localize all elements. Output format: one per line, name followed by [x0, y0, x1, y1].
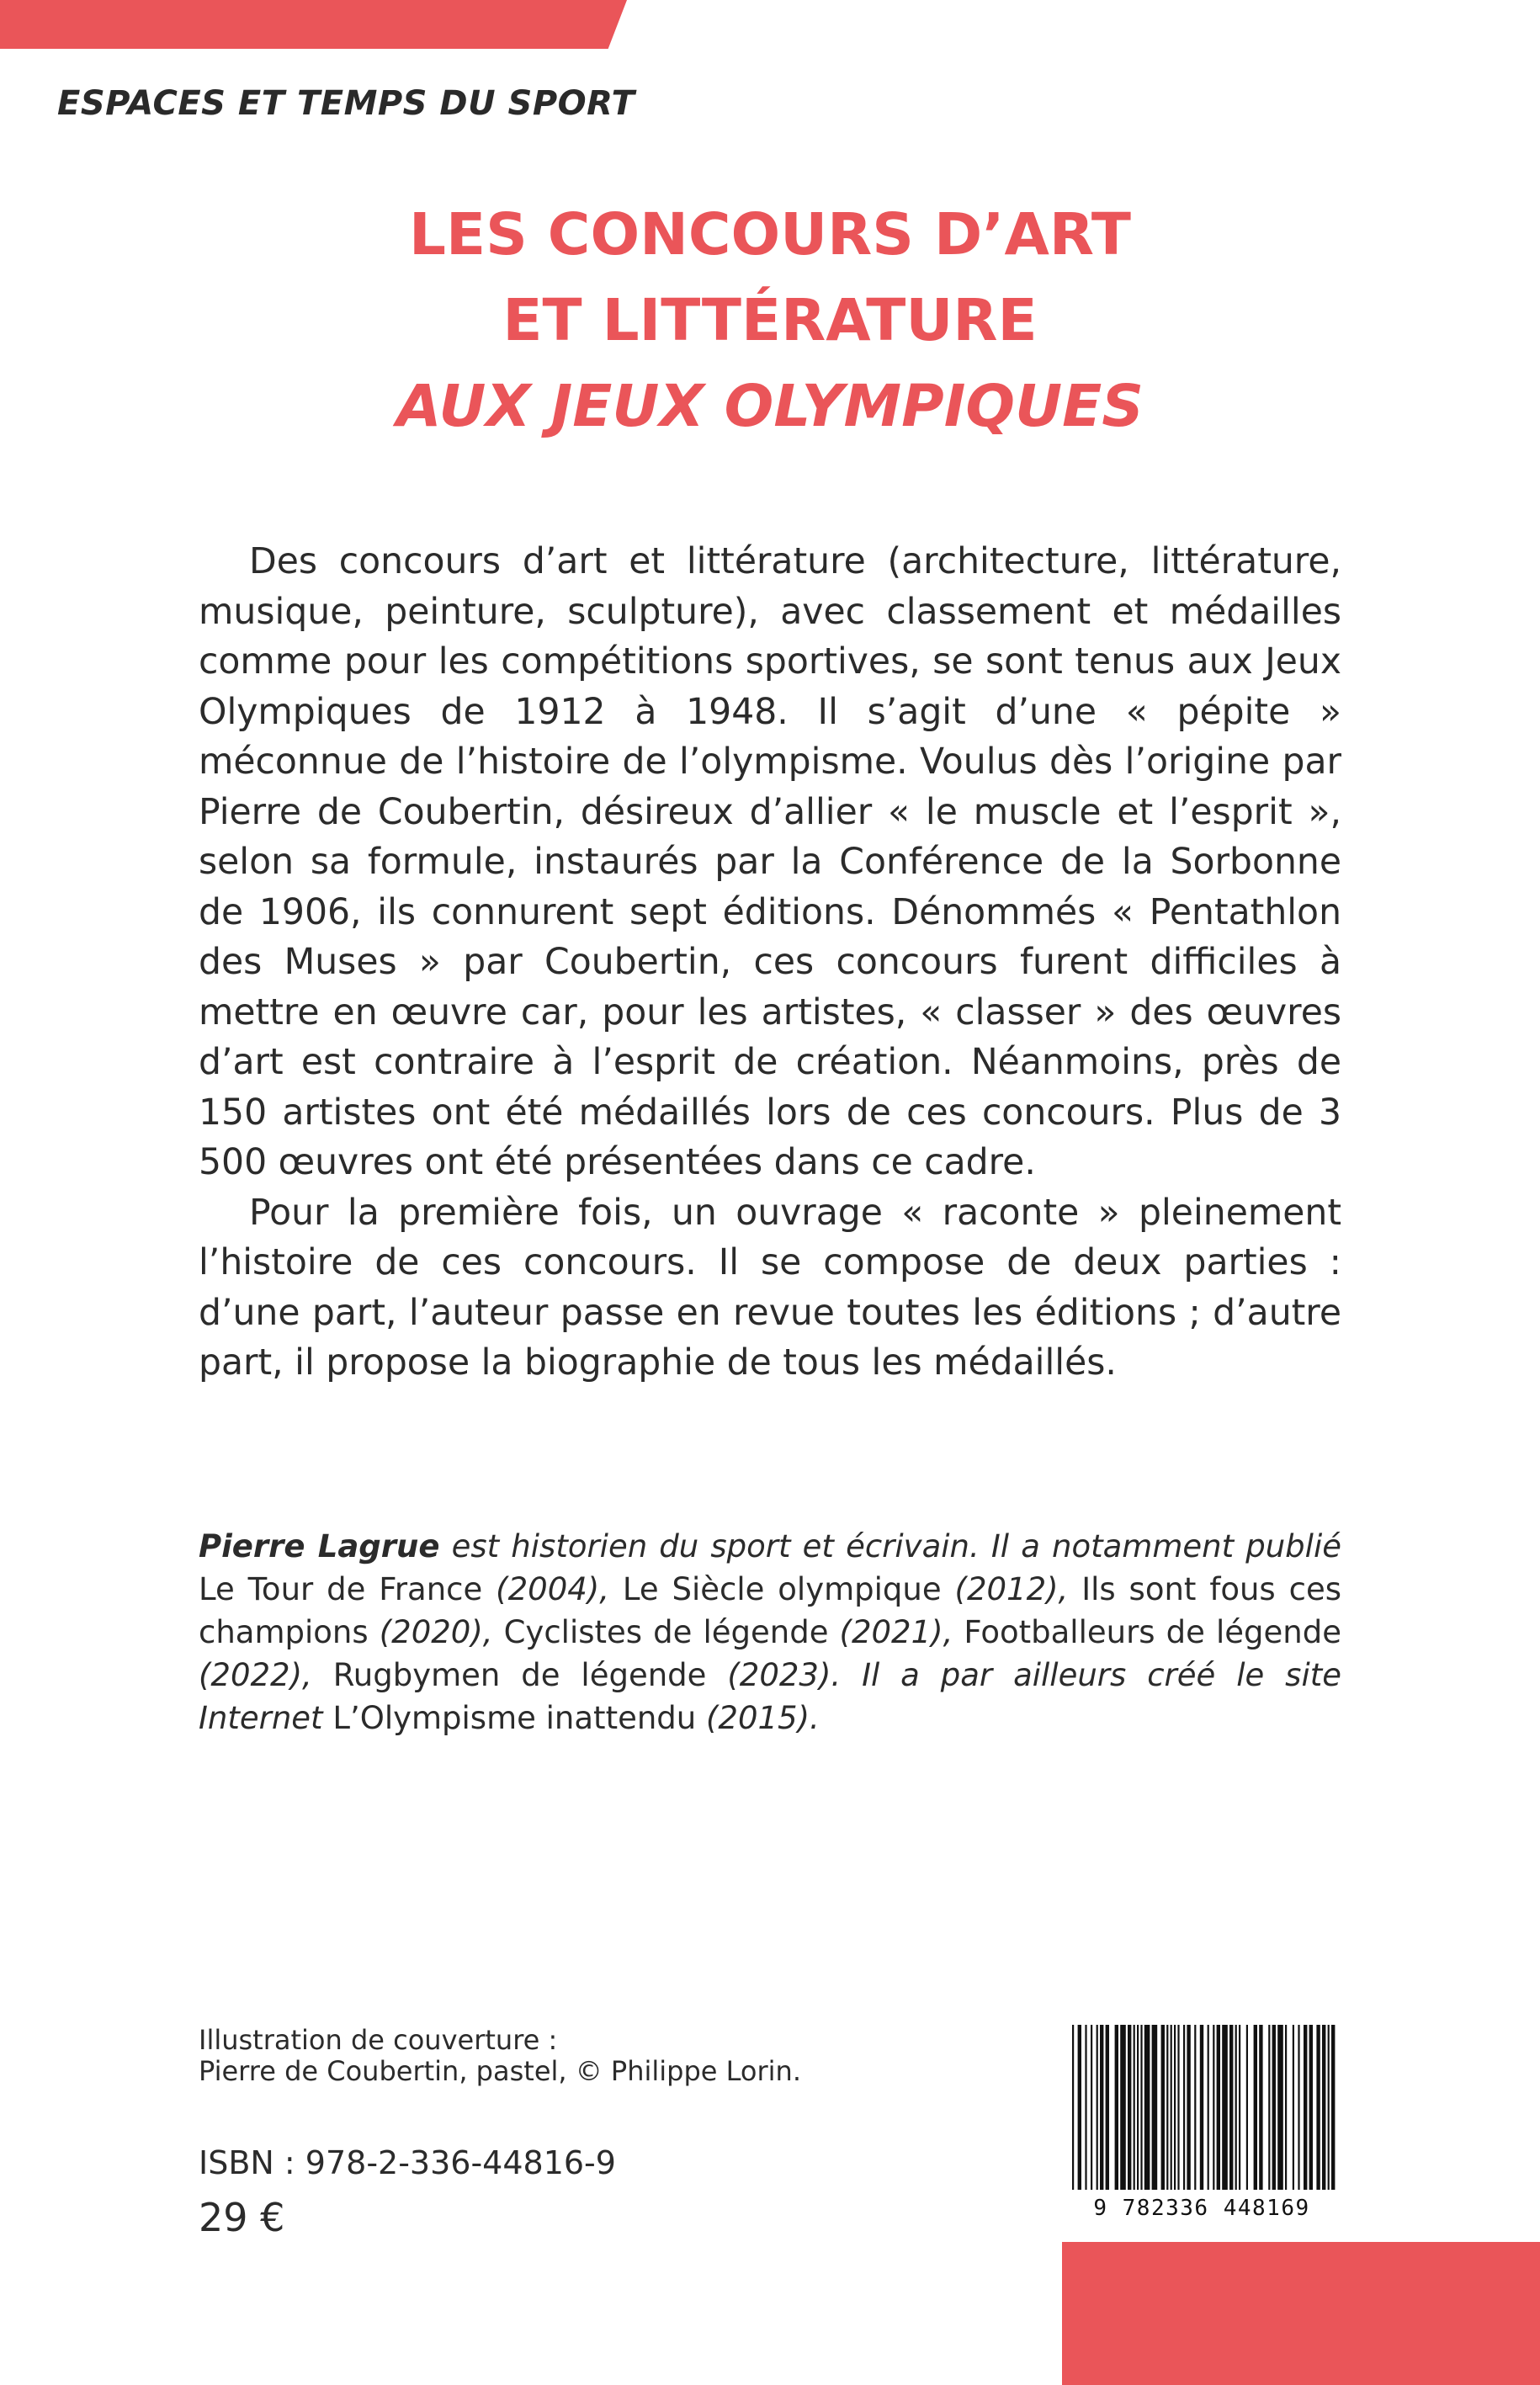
barcode-bar: [1298, 2025, 1299, 2190]
book-title-5: Footballeurs de légende: [964, 1614, 1341, 1650]
barcode-bar: [1134, 2025, 1135, 2190]
barcode-bar: [1152, 2025, 1158, 2190]
bio-text: est historien du sport et écrivain. Il a notamment publié: [439, 1528, 1341, 1564]
barcode-bar: [1072, 2025, 1074, 2190]
book-title-4: Cyclistes de légende: [503, 1614, 829, 1650]
price: 29 €: [199, 2195, 285, 2240]
barcode-bar: [1304, 2025, 1307, 2190]
barcode-bar: [1106, 2025, 1109, 2190]
credit-line-2: Pierre de Coubertin, pastel, © Philippe Lorin.: [199, 2055, 801, 2087]
barcode-bar: [1097, 2025, 1098, 2190]
barcode-bar: [1128, 2025, 1131, 2190]
book-year-2: (2012),: [941, 1571, 1082, 1607]
title-line-2: ET LITTÉRATURE: [502, 287, 1038, 354]
barcode-bar: [1328, 2025, 1330, 2190]
barcode-bar: [1254, 2025, 1257, 2190]
barcode-bar: [1272, 2025, 1276, 2190]
bottom-accent-band: [1062, 2242, 1540, 2385]
website-title: L’Olympisme inattendu: [332, 1700, 697, 1736]
barcode-bar: [1213, 2025, 1214, 2190]
barcode-bar: [1120, 2025, 1126, 2190]
barcode-bar: [1183, 2025, 1185, 2190]
barcode-bar: [1316, 2025, 1320, 2190]
top-accent-band: [0, 0, 627, 49]
barcode-bar: [1140, 2025, 1142, 2190]
barcode-bar: [1259, 2025, 1262, 2190]
barcode-bar: [1100, 2025, 1103, 2190]
barcode-bar: [1161, 2025, 1165, 2190]
barcode-bar: [1187, 2025, 1190, 2190]
book-title: [0, 192, 1540, 449]
book-year-5: (2022),: [199, 1657, 333, 1693]
barcode-bar: [1091, 2025, 1092, 2190]
barcode-bar: [1174, 2025, 1176, 2190]
barcode-bar: [1177, 2025, 1179, 2190]
barcode-bar: [1293, 2025, 1294, 2190]
barcode-bar: [1285, 2025, 1287, 2190]
barcode-bar: [1229, 2025, 1233, 2190]
barcode-bar: [1200, 2025, 1203, 2190]
barcode-bar: [1309, 2025, 1313, 2190]
book-year-3: (2020),: [368, 1614, 504, 1650]
cover-illustration-credit: [199, 2025, 956, 2087]
series-title: ESPACES ET TEMPS DU SPORT: [57, 84, 635, 123]
title-line-1: LES CONCOURS D’ART: [408, 201, 1132, 268]
book-year-6: (2023). Il a par ailleurs créé le site Internet: [199, 1657, 1341, 1736]
barcode-bar: [1208, 2025, 1209, 2190]
barcode-bar: [1235, 2025, 1237, 2190]
barcode-bar: [1239, 2025, 1240, 2190]
isbn: ISBN : 978-2-336-44816-9: [199, 2144, 616, 2181]
barcode: [1065, 2020, 1338, 2227]
barcode-bar: [1217, 2025, 1220, 2190]
barcode-bar: [1085, 2025, 1086, 2190]
book-title-3: Ils sont fous ces champions: [199, 1571, 1341, 1650]
barcode-bar: [1322, 2025, 1325, 2190]
back-cover-summary: [199, 537, 1341, 1389]
barcode-bar: [1144, 2025, 1150, 2190]
book-title-2: Le Siècle olympique: [622, 1571, 942, 1607]
title-line-3: AUX JEUX OLYMPIQUES: [396, 373, 1144, 440]
book-year-1: (2004),: [482, 1571, 623, 1607]
author-name: Pierre Lagrue: [199, 1528, 440, 1564]
author-bio: [199, 1525, 1341, 1740]
book-title-1: Le Tour de France: [199, 1571, 483, 1607]
website-year: (2015).: [696, 1700, 820, 1736]
credit-line-1: Illustration de couverture :: [199, 2024, 558, 2056]
barcode-bars: [1065, 2020, 1338, 2196]
barcode-bar: [1166, 2025, 1168, 2190]
barcode-digits: 9 782336 448169: [1067, 2193, 1336, 2223]
barcode-bar: [1331, 2025, 1335, 2190]
barcode-bar: [1137, 2025, 1139, 2190]
barcode-bar: [1115, 2025, 1118, 2190]
book-title-6: Rugbymen de légende: [332, 1657, 707, 1693]
barcode-bar: [1194, 2025, 1196, 2190]
summary-paragraph-2: Pour la première fois, un ouvrage « raconte » pleinement l’histoire de ces concours. Il se compose de deux parties : d’une part, l’auteur passe en revue toutes les éditions ; d’autre part, il propose la biographie de tous les médaillés.: [199, 1192, 1341, 1384]
barcode-bar: [1268, 2025, 1270, 2190]
barcode-bar: [1171, 2025, 1172, 2190]
summary-paragraph-1: Des concours d’art et littérature (architecture, littérature, musique, peinture, sculpture), avec classement et médailles comme pour les compétitions sportives, se sont tenus aux Jeux Olympiques de 1912 à 1948. Il s’agit d’une « pépite » méconnue de l’histoire de l’olympisme. Voulus dès l’origine par Pierre de Coubertin, désireux d’allier « le muscle et l’esprit », selon sa formule, instaurés par la Conférence de la Sorbonne de 1906, ils connurent sept éditions. Dénommés « Pentathlon des Muses » par Coubertin, ces concours furent difficiles à mettre en œuvre car, pour les artistes, « classer » des œuvres d’art est contraire à l’esprit de création. Néanmoins, près de 150 artistes ont été médaillés lors de ces concours. Plus de 3 500 œuvres ont été présentées dans ce cadre.: [199, 541, 1341, 1183]
barcode-bar: [1078, 2025, 1081, 2190]
barcode-bar: [1277, 2025, 1283, 2190]
barcode-bar: [1246, 2025, 1248, 2190]
book-year-4: (2021),: [828, 1614, 964, 1650]
barcode-bar: [1222, 2025, 1228, 2190]
